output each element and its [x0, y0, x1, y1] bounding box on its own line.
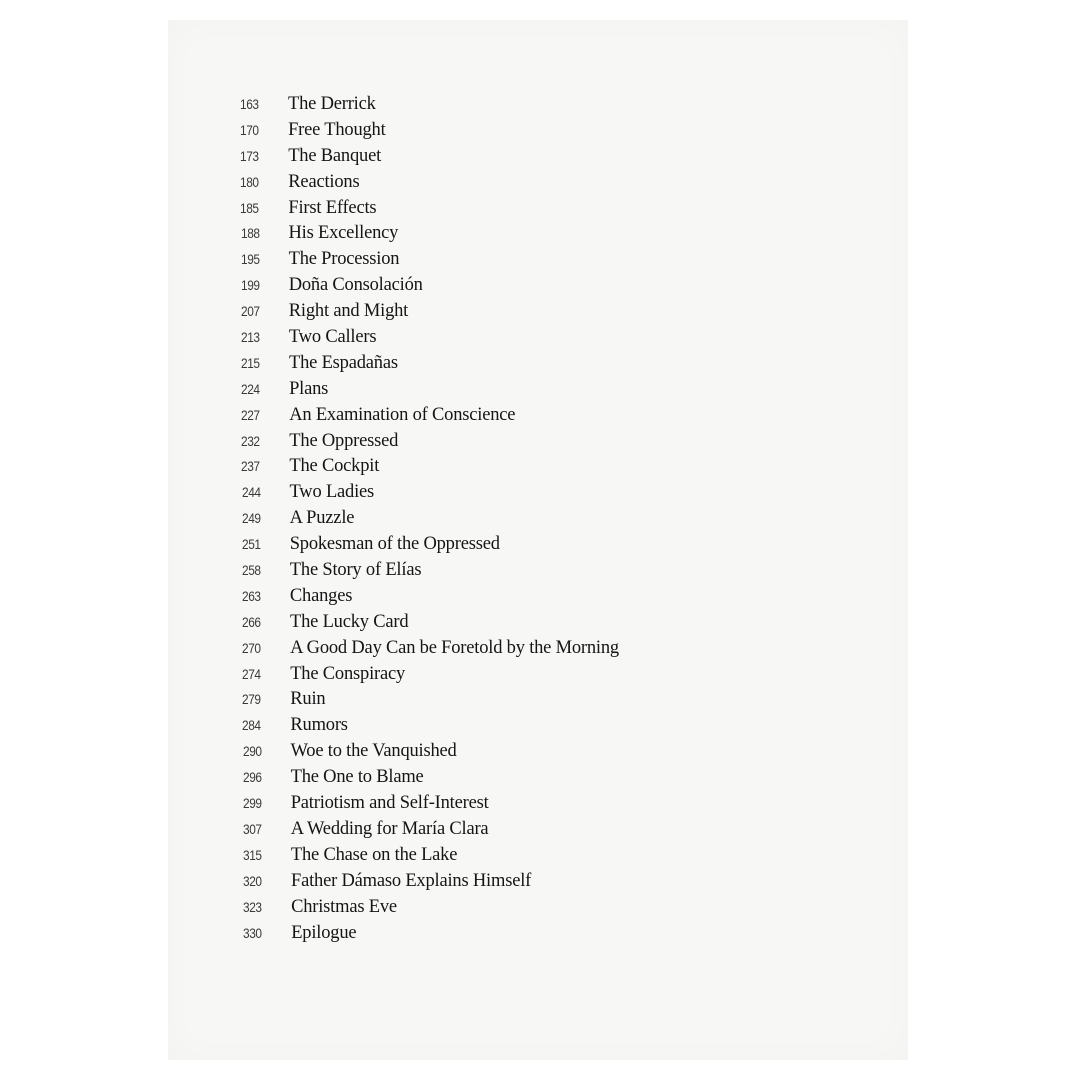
toc-chapter-title: Free Thought	[288, 119, 386, 140]
toc-chapter-title: Epilogue	[291, 922, 357, 943]
toc-entry	[241, 351, 860, 377]
toc-page-number: 299	[242, 795, 262, 812]
toc-page-number: 266	[242, 613, 261, 630]
toc-entry	[240, 118, 860, 144]
toc-page-number: 279	[242, 691, 261, 708]
toc-entry	[241, 247, 860, 273]
toc-page-number: 227	[241, 406, 260, 423]
table-of-contents	[240, 92, 860, 946]
toc-entry	[240, 196, 860, 222]
toc-page-number: 195	[240, 251, 260, 268]
toc-chapter-title: A Good Day Can be Foretold by the Morning	[290, 637, 619, 658]
toc-entry	[242, 480, 861, 506]
toc-page-number: 263	[241, 587, 261, 604]
toc-page-number: 274	[242, 665, 261, 682]
toc-chapter-title: The Procession	[288, 249, 400, 270]
toc-page-number: 224	[241, 380, 260, 397]
toc-entry	[241, 273, 860, 299]
toc-page-number: 232	[241, 432, 260, 449]
toc-chapter-title: The Derrick	[288, 94, 376, 114]
toc-chapter-title: A Puzzle	[289, 508, 355, 529]
toc-page-number: 307	[242, 820, 262, 837]
toc-entry	[240, 92, 860, 118]
toc-page-number: 170	[240, 121, 259, 138]
toc-entry	[240, 170, 860, 196]
toc-entry	[241, 403, 860, 429]
toc-page-number: 270	[242, 639, 261, 656]
toc-entry	[242, 713, 860, 739]
toc-entry	[242, 610, 860, 636]
toc-page-number: 249	[241, 510, 261, 527]
toc-entry	[243, 739, 861, 765]
toc-page-number: 251	[241, 536, 261, 553]
toc-chapter-title: His Excellency	[288, 223, 399, 244]
toc-entry	[242, 506, 860, 532]
toc-chapter-title: Right and Might	[288, 301, 409, 322]
toc-page-number: 188	[240, 225, 260, 242]
toc-page-number: 180	[240, 173, 259, 190]
toc-page-number: 315	[242, 846, 262, 863]
toc-chapter-title: Doña Consolación	[288, 275, 423, 296]
toc-page-number: 290	[242, 743, 262, 760]
toc-entry	[242, 636, 860, 662]
toc-entry	[242, 687, 860, 713]
toc-page-number: 296	[242, 769, 262, 786]
toc-chapter-title: Woe to the Vanquished	[290, 741, 457, 762]
toc-entry	[243, 817, 860, 843]
toc-page-number: 320	[243, 872, 262, 889]
toc-chapter-title: Rumors	[290, 715, 348, 736]
toc-chapter-title: The Chase on the Lake	[290, 844, 458, 865]
toc-entry	[241, 377, 860, 403]
toc-page-number: 258	[241, 562, 261, 579]
toc-chapter-title: First Effects	[288, 197, 377, 218]
toc-entry	[241, 454, 860, 480]
toc-page-number: 199	[240, 277, 260, 294]
toc-entry	[241, 299, 860, 325]
toc-chapter-title: Plans	[289, 378, 329, 399]
toc-page-number: 185	[240, 199, 259, 216]
toc-page-number: 244	[241, 484, 261, 501]
toc-entry	[243, 869, 860, 895]
toc-entry	[240, 144, 860, 170]
toc-chapter-title: The Lucky Card	[290, 611, 409, 632]
toc-entry	[243, 843, 860, 869]
toc-page-number: 284	[242, 717, 261, 734]
toc-chapter-title: Spokesman of the Oppressed	[289, 534, 500, 555]
toc-entry	[242, 532, 860, 558]
toc-chapter-title: The Oppressed	[289, 430, 399, 451]
toc-entry	[243, 765, 860, 791]
toc-chapter-title: The Story of Elías	[289, 560, 422, 581]
toc-entry	[241, 325, 860, 351]
toc-page-number: 215	[241, 354, 260, 371]
toc-entry	[242, 558, 860, 584]
toc-entry	[243, 921, 860, 947]
toc-page-number: 173	[240, 147, 259, 164]
toc-chapter-title: Ruin	[290, 689, 326, 710]
toc-chapter-title: Reactions	[288, 171, 360, 192]
toc-entry	[243, 895, 860, 921]
toc-chapter-title: The Cockpit	[289, 456, 380, 477]
toc-page-number: 163	[240, 96, 259, 112]
toc-chapter-title: Two Ladies	[289, 482, 375, 503]
toc-chapter-title: Christmas Eve	[291, 896, 397, 917]
toc-chapter-title: Two Callers	[288, 327, 377, 348]
toc-page-number: 207	[240, 303, 260, 320]
toc-chapter-title: An Examination of Conscience	[289, 404, 516, 425]
toc-chapter-title: The Conspiracy	[290, 663, 406, 684]
toc-page-number: 213	[240, 329, 260, 346]
toc-entry	[241, 429, 860, 455]
toc-chapter-title: The Banquet	[288, 145, 382, 166]
toc-page-number: 237	[241, 458, 260, 475]
toc-entry	[241, 221, 861, 247]
toc-page-number: 323	[243, 898, 262, 915]
toc-chapter-title: The Espadañas	[289, 352, 398, 373]
toc-entry	[243, 791, 860, 817]
toc-entry	[242, 662, 860, 688]
toc-entry	[242, 584, 860, 610]
toc-chapter-title: Patriotism and Self-Interest	[290, 793, 489, 814]
toc-chapter-title: A Wedding for María Clara	[290, 818, 489, 839]
toc-chapter-title: Changes	[289, 585, 353, 606]
toc-chapter-title: The One to Blame	[290, 767, 424, 788]
toc-chapter-title: Father Dámaso Explains Himself	[291, 870, 532, 891]
toc-page-number: 330	[243, 924, 262, 941]
